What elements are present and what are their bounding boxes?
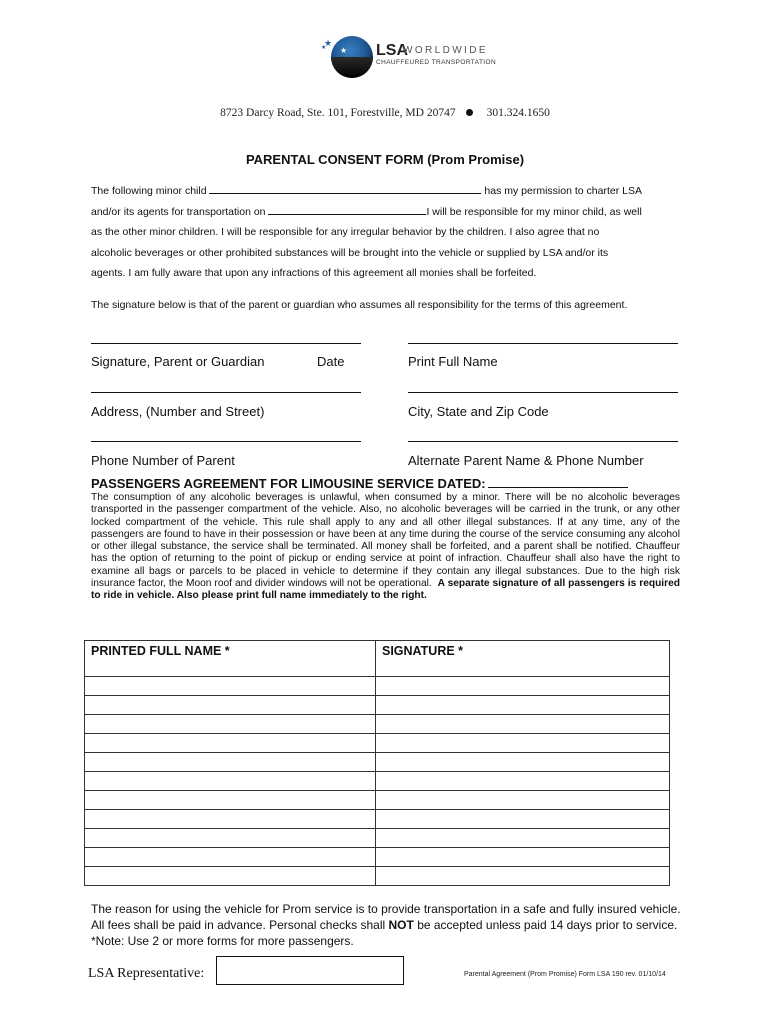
signature-cell[interactable]: [376, 772, 670, 791]
phone-line[interactable]: [91, 441, 361, 442]
passenger-table-header: [85, 641, 670, 677]
signature-cell[interactable]: [376, 715, 670, 734]
phone-label: Phone Number of Parent: [91, 453, 235, 468]
printed-name-cell[interactable]: [85, 791, 376, 810]
transport-date-field[interactable]: [268, 203, 426, 215]
table-row: [85, 677, 670, 696]
star-icon: ★: [324, 38, 333, 48]
star-icon: ★: [340, 46, 348, 55]
address-label: Address, (Number and Street): [91, 404, 265, 419]
table-row: [85, 848, 670, 867]
form-id: Parental Agreement (Prom Promise) Form LSA 190 rev. 01/10/14: [464, 971, 666, 978]
table-row: [85, 772, 670, 791]
signature-cell[interactable]: [376, 696, 670, 715]
passengers-bold-note: A separate signature of all passengers is required to ride in vehicle. Also please print full name immediately to the right.: [91, 578, 680, 602]
table-row: [85, 791, 670, 810]
sig-parent-label: Signature, Parent or Guardian: [91, 354, 265, 369]
globe-icon: [331, 36, 373, 78]
consent-line-2: and/or its agents for transportation on I will be responsible for my minor child, as well: [91, 202, 681, 223]
printed-name-cell[interactable]: [85, 810, 376, 829]
city-state-zip-line[interactable]: [408, 392, 678, 393]
table-row: [85, 867, 670, 886]
table-row: [85, 753, 670, 772]
consent-paragraph: [91, 181, 681, 284]
table-row: [85, 734, 670, 753]
col-signature: SIGNATURE *: [376, 641, 670, 677]
logo-brand: LSA: [376, 42, 408, 59]
logo-brand-suffix: WORLDWIDE: [403, 45, 488, 56]
alt-parent-line[interactable]: [408, 441, 678, 442]
logo-tagline: CHAUFFEURED TRANSPORTATION: [376, 59, 497, 66]
alt-parent-label: Alternate Parent Name & Phone Number: [408, 453, 644, 468]
signature-cell[interactable]: [376, 829, 670, 848]
printed-name-cell[interactable]: [85, 696, 376, 715]
signature-statement: The signature below is that of the parent or guardian who assumes all responsibility for the terms of this agreement.: [91, 299, 628, 311]
printed-name-cell[interactable]: [85, 867, 376, 886]
printed-name-cell[interactable]: [85, 848, 376, 867]
consent-line-3: as the other minor children. I will be responsible for any irregular behavior by the children. I also agree that no: [91, 226, 600, 238]
table-row: [85, 810, 670, 829]
print-name-label: Print Full Name: [408, 354, 498, 369]
printed-name-cell[interactable]: [85, 677, 376, 696]
printed-name-cell[interactable]: [85, 829, 376, 848]
printed-name-cell[interactable]: [85, 715, 376, 734]
minor-child-field[interactable]: [209, 182, 481, 194]
print-name-line[interactable]: [408, 343, 678, 344]
signature-cell[interactable]: [376, 734, 670, 753]
street-address: 8723 Darcy Road, Ste. 101, Forestville, MD 20747: [220, 107, 456, 119]
col-printed-name: PRINTED FULL NAME *: [85, 641, 376, 677]
passengers-title: PASSENGERS AGREEMENT FOR LIMOUSINE SERVICE DATED:: [91, 475, 628, 491]
consent-line-1: The following minor child has my permission to charter LSA: [91, 181, 681, 202]
signature-cell[interactable]: [376, 848, 670, 867]
passengers-paragraph: The consumption of any alcoholic beverages is unlawful, when consumed by a minor. There will be no alcoholic beverages transported in the passenger compartment of the vehicle. Also, no alcoholic beverages will be carried in the trunk, or any other locked compartment of the vehicle. This rule shall apply to any and all other illegal substances. If at any time, any of the passengers are found to have in their possession or have been at any time during the course of the service consuming any alcohol or other illegal substance, the service shall be terminated. All money shall be forfeited, and a parent shall be notified. Chauffeur has the option of returning to the point of pickup or ending service at point of infraction. Chauffeur shall also have the right to examine all bags or parcels to be placed in vehicle to determine if they contain any illegal substances. Due to the high risk insurance factor, the Moon roof and divider windows will not be operational. A separate signature of all passengers is required to ride in vehicle. Also please print full name immediately to the right.: [91, 492, 680, 602]
signature-cell[interactable]: [376, 791, 670, 810]
date-label: Date: [317, 354, 345, 369]
address-line-field[interactable]: [91, 392, 361, 393]
table-row: [85, 715, 670, 734]
address-line: [0, 107, 770, 119]
rep-label: LSA Representative:: [88, 966, 205, 981]
city-state-zip-label: City, State and Zip Code: [408, 404, 549, 419]
consent-line-4: alcoholic beverages or other prohibited substances will be brought into the vehicle or supplied by LSA and/or its: [91, 246, 609, 259]
bullet-icon: [466, 109, 473, 116]
form-title: PARENTAL CONSENT FORM (Prom Promise): [245, 152, 525, 167]
table-row: [85, 696, 670, 715]
printed-name-cell[interactable]: [85, 772, 376, 791]
reason-paragraph: The reason for using the vehicle for Prom service is to provide transportation in a safe and fully insured vehicle. All fees shall be paid in advance. Personal checks shall NOT be accepted unless paid 14 days prior to service. *Note: Use 2 or more forms for more passengers.: [91, 902, 681, 948]
printed-name-cell[interactable]: [85, 734, 376, 753]
signature-cell[interactable]: [376, 810, 670, 829]
signature-cell[interactable]: [376, 753, 670, 772]
rep-signature-box[interactable]: [216, 956, 404, 985]
sig-parent-line[interactable]: [91, 343, 361, 344]
consent-line-5: agents. I am fully aware that upon any infractions of this agreement all monies shall be forfeited.: [91, 267, 537, 279]
table-row: [85, 829, 670, 848]
signature-cell[interactable]: [376, 677, 670, 696]
printed-name-cell[interactable]: [85, 753, 376, 772]
passenger-table: [84, 640, 670, 886]
service-date-field[interactable]: [488, 475, 628, 488]
signature-cell[interactable]: [376, 867, 670, 886]
phone-number: 301.324.1650: [486, 107, 550, 119]
star-icon: ★: [321, 45, 327, 51]
